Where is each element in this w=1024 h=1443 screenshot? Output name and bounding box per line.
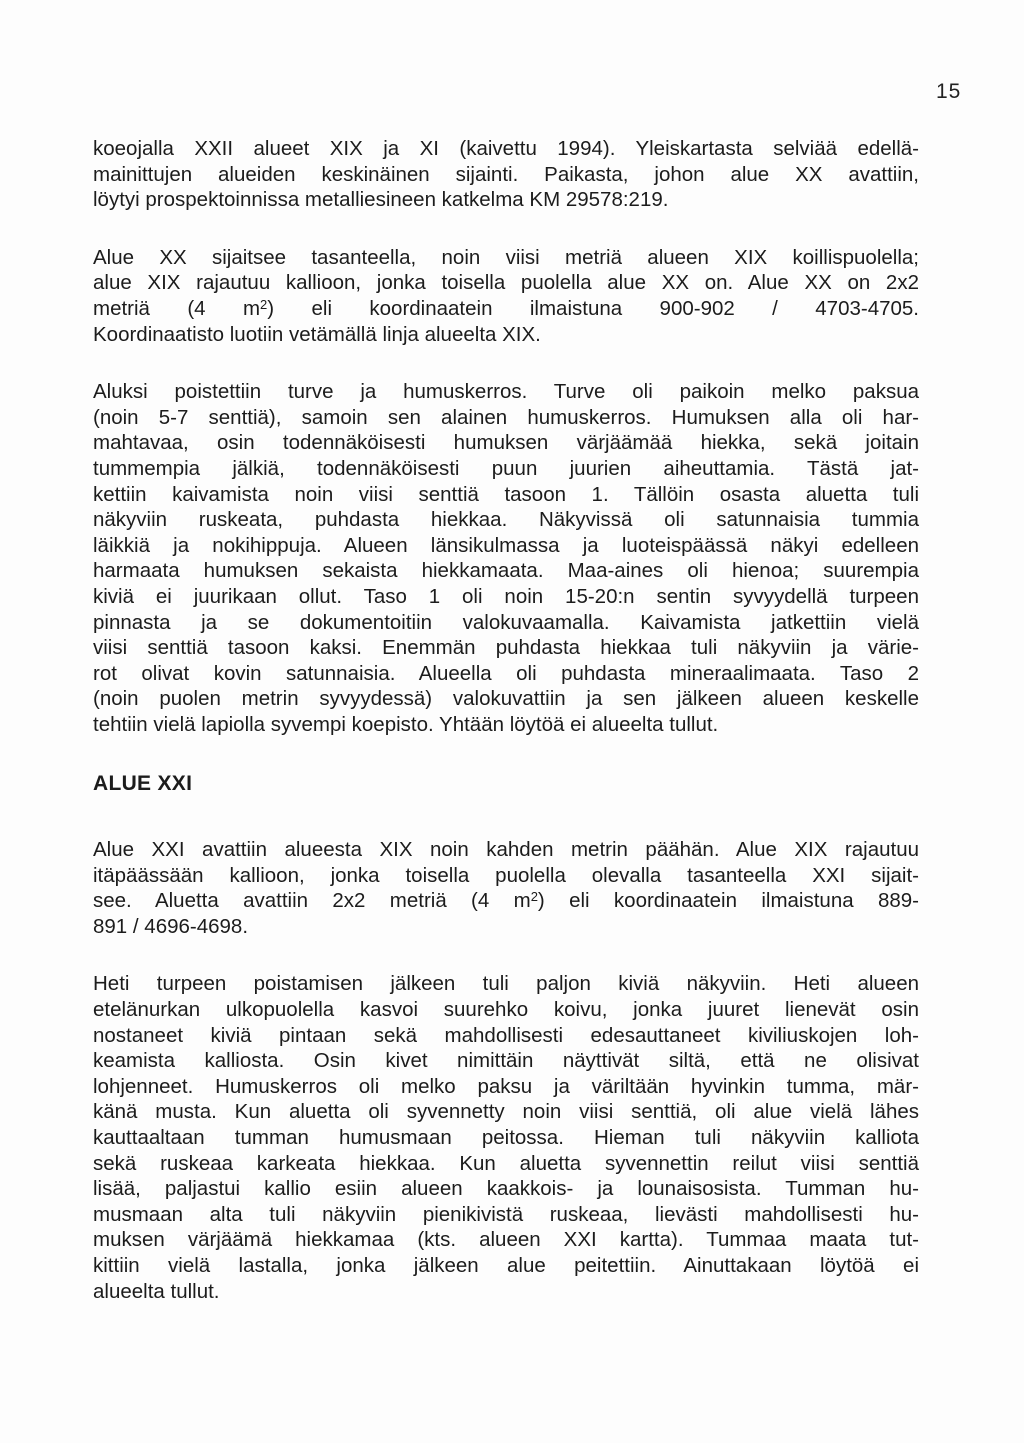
text-line: lohjenneet. Humuskerros oli melko paksu ja väriltään hyvinkin tumma, mär- <box>93 1074 919 1098</box>
text-line: musmaan alta tuli näkyviin pienikivistä ruskeaa, lievästi mahdollisesti hu- <box>93 1202 919 1226</box>
text-line: etelänurkan ulkopuolella kasvoi suurehko koivu, jonka juuret lienevät osin <box>93 998 919 1022</box>
paragraph-1 <box>93 136 919 213</box>
text-line: Alue XX sijaitsee tasanteella, noin viisi metriä alueen XIX koillispuolella; <box>93 245 919 269</box>
text-line: pinnasta ja se dokumentoitiin valokuvaamalla. Kaivamista jatkettiin vielä <box>93 610 919 634</box>
text-line: koeojalla XXII alueet XIX ja XI (kaivettu 1994). Yleiskartasta selviää edellä- <box>93 137 919 160</box>
text-line: kiviä ei juurikaan ollut. Taso 1 oli noin 15-20:n sentin syvyydellä turpeen <box>93 584 919 608</box>
text-line: kettiin kaivamista noin viisi senttiä tasoon 1. Tällöin osasta aluetta tuli <box>93 482 919 506</box>
paragraph-2 <box>93 245 919 347</box>
text-line: läikkiä ja nokihippuja. Alueen länsikulmassa ja luoteispäässä näkyi edelleen <box>93 533 919 557</box>
text-line: viisi senttiä tasoon kaksi. Enemmän puhdasta hiekkaa tuli näkyviin ja värie- <box>93 636 919 660</box>
text-line: keamista kalliosta. Osin kivet nimittäin näyttivät siltä, että ne olisivat <box>93 1049 919 1073</box>
text-line: harmaata humuksen sekaista hiekkamaata. Maa-aines oli hienoa; suurempia <box>93 559 919 583</box>
text-line: kauttaaltaan tumman humusmaan peitossa. Hieman tuli näkyviin kalliota <box>93 1126 919 1149</box>
text-line: Alue XXI avattiin alueesta XIX noin kahden metrin päähän. Alue XIX rajautuu <box>93 838 919 862</box>
text-line: itäpäässään kallioon, jonka toisella puolella olevalla tasanteella XXI sijait- <box>93 863 919 887</box>
text-line: Aluksi poistettiin turve ja humuskerros. Turve oli paikoin melko paksua <box>93 380 919 404</box>
page-body <box>93 136 919 1304</box>
text-line: alue XIX rajautuu kallioon, jonka toisella puolella alue XX on. Alue XX on 2x2 <box>93 271 919 295</box>
text-fragment: ) eli koordinaatein ilmaistuna 900-902 / 4703-4705. <box>267 296 919 320</box>
text-line: Koordinaatisto luotiin vetämällä linja alueelta XIX. <box>93 322 541 346</box>
text-fragment: see. Aluetta avattiin 2x2 metriä (4 m <box>93 889 531 913</box>
superscript: 2 <box>260 296 268 312</box>
text-line <box>93 296 919 322</box>
text-line: tummempia jälkiä, todennäköisesti puun juurien aiheuttamia. Tästä jat- <box>93 456 919 480</box>
text-line: sekä ruskeaa karkeata hiekkaa. Kun aluetta syvennettin reilut viisi senttiä <box>93 1151 919 1175</box>
page-number: 15 <box>936 80 962 103</box>
text-line: muksen värjäämä hiekkamaa (kts. alueen XXI kartta). Tummaa maata tut- <box>93 1228 919 1252</box>
text-line: nostaneet kiviä pintaan sekä mahdollisesti edesauttaneet kiviliuskojen loh- <box>93 1023 919 1047</box>
text-line: mahtavaa, osin todennäköisesti humuksen värjäämää hiekka, sekä joitain <box>93 431 919 455</box>
superscript: 2 <box>530 889 538 905</box>
text-line: lisää, paljastui kallio esiin alueen kaakkois- ja lounaisosista. Tumman hu- <box>93 1177 919 1201</box>
text-line: (noin puolen metrin syvyydessä) valokuvattiin ja sen jälkeen alueen keskelle <box>93 687 919 711</box>
text-line: alueelta tullut. <box>93 1279 220 1303</box>
text-line: mainittujen alueiden keskinäinen sijainti. Paikasta, johon alue XX avattiin, <box>93 162 919 186</box>
section-heading: ALUE XXI <box>93 772 193 796</box>
text-line: tehtiin vielä lapiolla syvempi koepisto. Yhtään löytöä ei alueelta tullut. <box>93 712 719 736</box>
text-line: näkyviin ruskeata, puhdasta hiekkaa. Näkyvissä oli satunnaisia tummia <box>93 508 919 532</box>
text-fragment: metriä (4 m <box>93 296 261 320</box>
text-line: Heti turpeen poistamisen jälkeen tuli paljon kiviä näkyviin. Heti alueen <box>93 972 919 996</box>
text-line: kittiin vielä lastalla, jonka jälkeen alue peitettiin. Ainuttakaan löytöä ei <box>93 1253 919 1277</box>
text-line: (noin 5-7 senttiä), samoin sen alainen humuskerros. Humuksen alla oli har- <box>93 405 919 429</box>
paragraph-4 <box>93 837 919 939</box>
text-line: rot olivat kovin satunnaisia. Alueella oli puhdasta mineraalimaata. Taso 2 <box>93 661 919 685</box>
text-line: känä musta. Kun aluetta oli syvennetty noin viisi senttiä, oli alue vielä lähes <box>93 1100 919 1124</box>
text-line: 891 / 4696-4698. <box>93 914 249 938</box>
paragraph-3 <box>93 379 919 737</box>
text-line <box>93 888 919 914</box>
text-line: löytyi prospektoinnissa metalliesineen katkelma KM 29578:219. <box>93 188 669 212</box>
paragraph-5 <box>93 971 919 1304</box>
text-fragment: ) eli koordinaatein ilmaistuna 889- <box>537 889 919 913</box>
